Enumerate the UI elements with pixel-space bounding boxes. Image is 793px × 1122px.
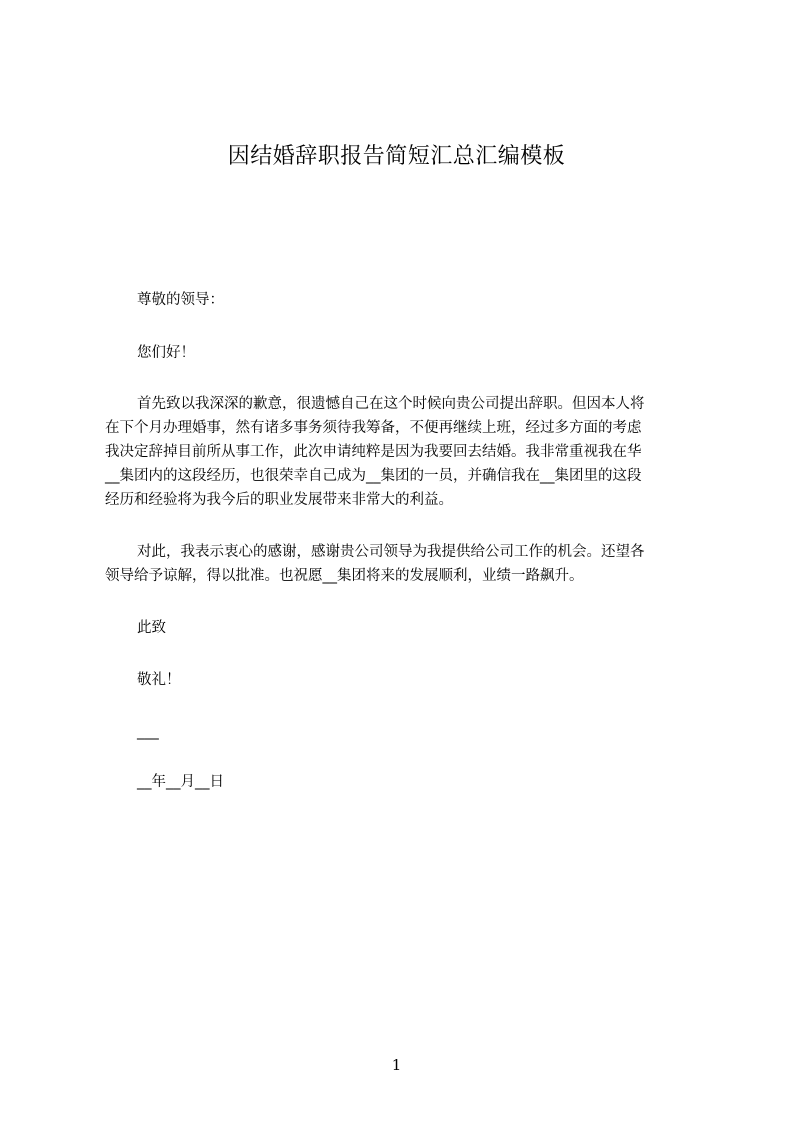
paragraph-thanks [105, 540, 715, 588]
paragraph-line: 在下个月办理婚事，然有诸多事务须待我筹备，不便再继续上班，经过多方面的考虑 [105, 420, 642, 436]
paragraph-apology [105, 392, 715, 512]
paragraph-line: 经历和经验将为我今后的职业发展带来非常大的利益。 [105, 492, 453, 508]
paragraph-line: 对此，我表示衷心的感谢，感谢贵公司领导为我提供给公司工作的机会。还望各 [137, 544, 645, 560]
closing-ci-zhi: 此致 [137, 620, 166, 636]
paragraph-line: 我决定辞掉目前所从事工作，此次申请纯粹是因为我要回去结婚。我非常重视我在华 [105, 444, 642, 460]
greeting: 您们好！ [137, 345, 195, 361]
salutation: 尊敬的领导： [137, 292, 224, 308]
document-title: 因结婚辞职报告简短汇总汇编模板 [227, 144, 566, 169]
closing-jing-li: 敬礼！ [137, 672, 181, 688]
page-number: 1 [391, 1056, 402, 1074]
date-blank: __年__月__日 [137, 774, 224, 790]
letter-body [105, 288, 715, 794]
paragraph-line: __集团内的这段经历，也很荣幸自己成为__集团的一员，并确信我在__集团里的这段 [105, 468, 642, 484]
paragraph-line: 首先致以我深深的歉意，很遗憾自己在这个时候向贵公司提出辞职。但因本人将 [137, 396, 645, 412]
paragraph-line: 领导给予谅解，得以批准。也祝愿__集团将来的发展顺利，业绩一路飙升。 [105, 568, 584, 584]
signature-blank: ___ [137, 724, 159, 740]
